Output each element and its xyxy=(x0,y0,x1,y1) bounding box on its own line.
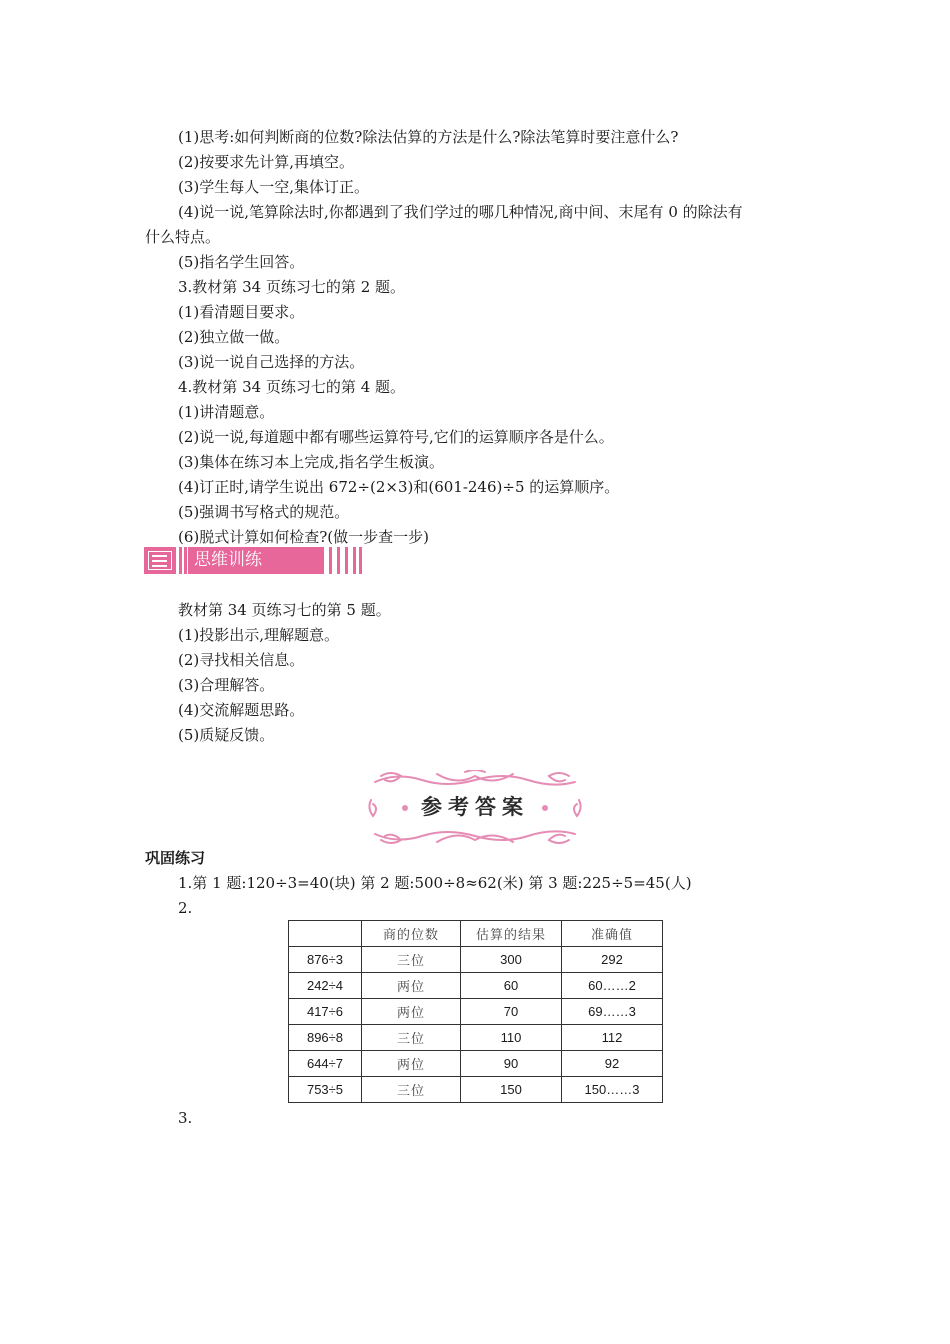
text-line: 3.教材第 34 页练习七的第 2 题。 xyxy=(178,278,406,296)
text-line: 教材第 34 页练习七的第 5 题。 xyxy=(178,601,391,619)
table-cell: 90 xyxy=(461,1051,562,1077)
table-row xyxy=(289,973,663,999)
answers-title: 参考答案 xyxy=(421,794,529,819)
text-line: (3)说一说自己选择的方法。 xyxy=(178,353,365,371)
text-line: 什么特点。 xyxy=(145,228,221,246)
table-cell: 150……3 xyxy=(562,1077,663,1103)
text-line: (5)指名学生回答。 xyxy=(178,253,305,271)
table-header-cell: 准确值 xyxy=(562,921,663,947)
table-header-row xyxy=(289,921,663,947)
table-cell: 三位 xyxy=(362,947,461,973)
section-banner xyxy=(144,547,362,574)
table-cell: 69……3 xyxy=(562,999,663,1025)
text-line: (2)说一说,每道题中都有哪些运算符号,它们的运算顺序各是什么。 xyxy=(178,428,614,446)
table-header-cell: 估算的结果 xyxy=(461,921,562,947)
table-cell: 112 xyxy=(562,1025,663,1051)
text-line: (3)合理解答。 xyxy=(178,676,275,694)
table-cell: 417÷6 xyxy=(289,999,362,1025)
table-row xyxy=(289,1025,663,1051)
table-cell: 242÷4 xyxy=(289,973,362,999)
table-row xyxy=(289,947,663,973)
table-cell: 92 xyxy=(562,1051,663,1077)
answer-line: 2. xyxy=(178,899,193,917)
text-line: (5)质疑反馈。 xyxy=(178,726,275,744)
text-line: (2)寻找相关信息。 xyxy=(178,651,305,669)
table-cell: 三位 xyxy=(362,1077,461,1103)
text-line: (5)强调书写格式的规范。 xyxy=(178,503,350,521)
table-cell: 三位 xyxy=(362,1025,461,1051)
text-line: (1)看清题目要求。 xyxy=(178,303,305,321)
answer-table xyxy=(288,920,663,1103)
table-cell: 876÷3 xyxy=(289,947,362,973)
text-line: 4.教材第 34 页练习七的第 4 题。 xyxy=(178,378,406,396)
text-line: (3)集体在练习本上完成,指名学生板演。 xyxy=(178,453,445,471)
table-cell: 两位 xyxy=(362,973,461,999)
table-header-cell: 商的位数 xyxy=(362,921,461,947)
answers-heading: 巩固练习 xyxy=(145,849,206,867)
text-line: (2)按要求先计算,再填空。 xyxy=(178,153,355,171)
text-line: (6)脱式计算如何检查?(做一步查一步) xyxy=(178,528,429,546)
table-cell: 60 xyxy=(461,973,562,999)
text-line: (1)思考:如何判断商的位数?除法估算的方法是什么?除法笔算时要注意什么? xyxy=(178,128,679,146)
text-line: (4)说一说,笔算除法时,你都遇到了我们学过的哪几种情况,商中间、末尾有 0 的除法有 xyxy=(178,203,743,221)
table-row xyxy=(289,1077,663,1103)
table-cell: 644÷7 xyxy=(289,1051,362,1077)
table-cell: 两位 xyxy=(362,1051,461,1077)
text-line: (4)订正时,请学生说出 672÷(2×3)和(601-246)÷5 的运算顺序。 xyxy=(178,478,620,496)
table-cell: 300 xyxy=(461,947,562,973)
table-cell: 70 xyxy=(461,999,562,1025)
section-title: 思维训练 xyxy=(194,550,262,570)
table-header-cell xyxy=(289,921,362,947)
text-line: (3)学生每人一空,集体订正。 xyxy=(178,178,370,196)
text-line: (1)讲清题意。 xyxy=(178,403,275,421)
text-line: (1)投影出示,理解题意。 xyxy=(178,626,340,644)
text-line: (2)独立做一做。 xyxy=(178,328,290,346)
table-cell: 292 xyxy=(562,947,663,973)
answer-line: 1.第 1 题:120÷3=40(块) 第 2 题:500÷8≈62(米) 第 3 题:225÷5=45(人) xyxy=(178,874,692,892)
answer-line: 3. xyxy=(178,1109,193,1127)
text-line: (4)交流解题思路。 xyxy=(178,701,305,719)
section-number-icon xyxy=(144,547,176,574)
table-cell: 两位 xyxy=(362,999,461,1025)
table-cell: 896÷8 xyxy=(289,1025,362,1051)
answers-ornament xyxy=(367,770,583,846)
table-cell: 110 xyxy=(461,1025,562,1051)
table-cell: 60……2 xyxy=(562,973,663,999)
table-row xyxy=(289,999,663,1025)
table-cell: 753÷5 xyxy=(289,1077,362,1103)
table-row xyxy=(289,1051,663,1077)
table-cell: 150 xyxy=(461,1077,562,1103)
